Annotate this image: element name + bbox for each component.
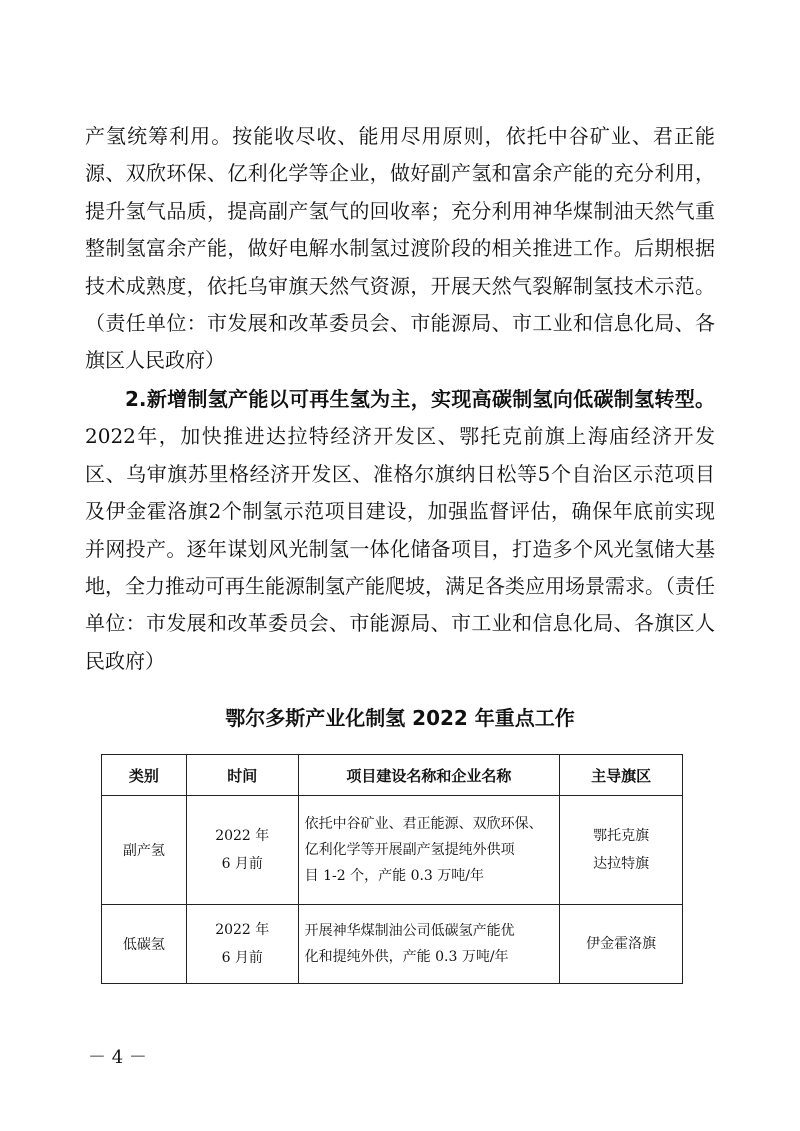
cell-region-line: 达拉特旗 xyxy=(593,856,650,872)
table-header-row xyxy=(102,755,683,796)
table-row xyxy=(102,796,683,905)
cell-project-line: 亿利化学等开展副产氢提纯外供项 xyxy=(304,842,515,858)
cell-time xyxy=(186,796,298,905)
paragraph-new-capacity xyxy=(85,381,715,680)
cell-project-line: 开展神华煤制油公司低碳氢产能优 xyxy=(304,923,515,939)
cell-category: 低碳氢 xyxy=(102,905,187,984)
page-number: － 4 － xyxy=(88,1047,147,1068)
cell-time-line: 6 月前 xyxy=(221,856,263,872)
cell-project-line: 目 1-2 个，产能 0.3 万吨/年 xyxy=(304,868,484,884)
paragraph-lead-heading: 2.新增制氢产能以可再生氢为主，实现高碳制氢向低碳制氢转型。 xyxy=(125,387,715,411)
cell-region xyxy=(560,905,683,984)
header-category: 类别 xyxy=(102,755,187,796)
header-time: 时间 xyxy=(186,755,298,796)
cell-project-line: 依托中谷矿业、君正能源、双欣环保、 xyxy=(304,816,543,832)
header-project: 项目建设名称和企业名称 xyxy=(298,755,560,796)
paragraph-hydrogen-utilization: 产氢统筹利用。按能收尽收、能用尽用原则，依托中谷矿业、君正能源、双欣环保、亿利化学等企业，做好副产氢和富余产能的充分利用，提升氢气品质，提高副产氢气的回收率；充分利用神华煤制油天然气重整制氢富余产能，做好电解水制氢过渡阶段的相关推进工作。后期根据技术成熟度，依托乌审旗天然气资源，开展天然气裂解制氢技术示范。（责任单位：市发展和改革委员会、市能源局、市工业和信息化局、各旗区人民政府） xyxy=(85,124,715,373)
paragraph-body: 2022年，加快推进达拉特经济开发区、鄂托克前旗上海庙经济开发区、乌审旗苏里格经济开发区、准格尔旗纳日松等5个自治区示范项目及伊金霍洛旗2个制氢示范项目建设，加强监督评估，确保年底前实现并网投产。逐年谋划风光制氢一体化储备项目，打造多个风光氢储大基地，全力推动可再生能源制氢产能爬坡，满足各类应用场景需求。（责任单位：市发展和改革委员会、市能源局、市工业和信息化局、各旗区人民政府） xyxy=(85,424,715,673)
table-row xyxy=(102,905,683,984)
cell-time-line: 6 月前 xyxy=(221,950,263,966)
cell-region-line: 鄂托克旗 xyxy=(593,828,650,844)
cell-time-line: 2022 年 xyxy=(215,922,270,938)
cell-project-line: 化和提纯外供，产能 0.3 万吨/年 xyxy=(304,949,509,965)
cell-time xyxy=(186,905,298,984)
cell-region-line: 伊金霍洛旗 xyxy=(586,936,657,952)
cell-project xyxy=(298,905,560,984)
key-work-table xyxy=(101,754,683,984)
header-region: 主导旗区 xyxy=(560,755,683,796)
cell-project xyxy=(298,796,560,905)
cell-category: 副产氢 xyxy=(102,796,187,905)
cell-time-line: 2022 年 xyxy=(215,828,270,844)
cell-region xyxy=(560,796,683,905)
table-title: 鄂尔多斯产业化制氢 2022 年重点工作 xyxy=(225,706,575,730)
